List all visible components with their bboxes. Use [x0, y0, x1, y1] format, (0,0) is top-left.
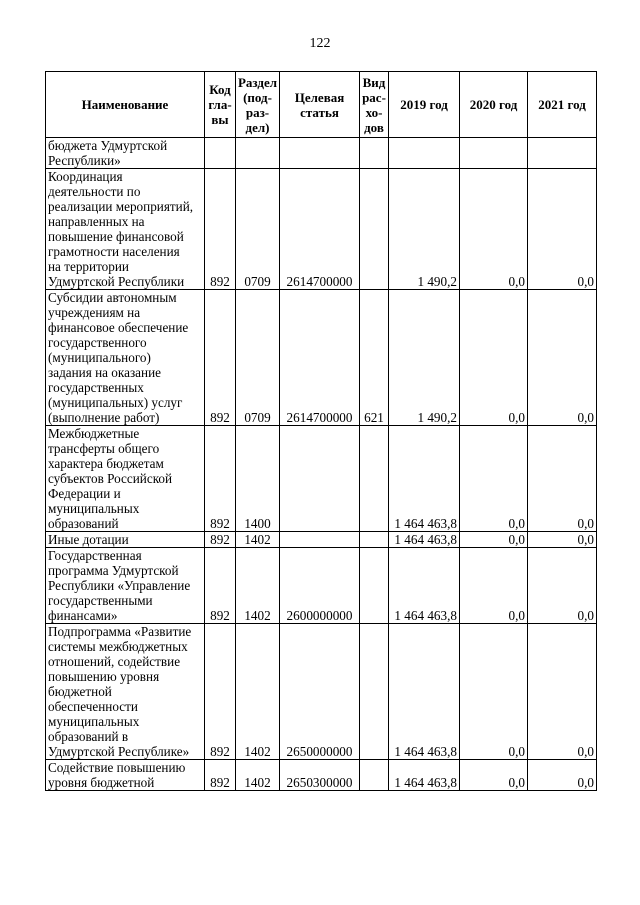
header-section-line: дел) [245, 119, 270, 135]
amount-2019-cell [389, 138, 460, 169]
name-line: государственных [48, 380, 144, 395]
amount-2020-cell [460, 138, 528, 169]
table-row [46, 548, 597, 624]
amount-2021-cell [528, 138, 597, 169]
header-expense-line: дов [364, 119, 384, 135]
name-line: образований в [48, 729, 129, 744]
header-expense-line: хо- [365, 104, 383, 120]
name-line: Координация [48, 169, 123, 184]
header-2021: 2021 год [528, 72, 597, 138]
amount-2021-cell: 0,0 [528, 624, 597, 760]
table-row [46, 290, 597, 426]
header-section-line: раз- [245, 104, 270, 120]
amount-2019-cell: 1 464 463,8 [389, 532, 460, 548]
name-line: Субсидии автономным [48, 290, 177, 305]
name-line: учреждениям на [48, 305, 141, 320]
header-section-line: (под- [243, 89, 272, 105]
name-line: трансферты общего [48, 441, 160, 456]
name-line: субъектов Российской [48, 471, 173, 486]
name-line: Удмуртской Республике» [48, 744, 190, 759]
target-cell: 2650000000 [280, 624, 360, 760]
section-cell: 0709 [236, 290, 280, 426]
amount-2021-cell: 0,0 [528, 169, 597, 290]
amount-2020-cell: 0,0 [460, 426, 528, 532]
name-line: задания на оказание [48, 365, 161, 380]
name-line: Иные дотации [48, 532, 129, 547]
expense-type-cell [360, 760, 389, 791]
amount-2019-cell: 1 490,2 [389, 169, 460, 290]
target-cell [280, 426, 360, 532]
section-cell: 0709 [236, 169, 280, 290]
amount-2021-cell: 0,0 [528, 426, 597, 532]
name-line: программа Удмуртской [48, 563, 179, 578]
header-code-line: Код [209, 82, 231, 97]
name-line: финансами» [48, 608, 118, 623]
amount-2021-cell: 0,0 [528, 532, 597, 548]
code-cell [205, 138, 236, 169]
section-cell [236, 138, 280, 169]
table-body [46, 138, 597, 791]
target-cell: 2600000000 [280, 548, 360, 624]
target-cell: 2650300000 [280, 760, 360, 791]
header-2019: 2019 год [389, 72, 460, 138]
name-line: системы межбюджетных [48, 639, 188, 654]
header-section-line: Раздел [237, 74, 278, 90]
table-row [46, 624, 597, 760]
name-line: характера бюджетам [48, 456, 164, 471]
name-cell [46, 169, 205, 290]
name-line: государственными [48, 593, 153, 608]
amount-2019-cell: 1 464 463,8 [389, 760, 460, 791]
code-cell: 892 [205, 532, 236, 548]
code-cell: 892 [205, 624, 236, 760]
name-line: деятельности по [48, 184, 141, 199]
name-line: муниципальных [48, 501, 140, 516]
amount-2021-cell: 0,0 [528, 548, 597, 624]
table-row [46, 760, 597, 791]
page-number: 122 [309, 36, 331, 51]
header-name: Наименование [46, 72, 205, 138]
name-line: муниципальных [48, 714, 140, 729]
header-target-line: статья [300, 104, 339, 120]
name-line: Федерации и [48, 486, 121, 501]
expense-type-cell [360, 548, 389, 624]
name-cell [46, 138, 205, 169]
expense-type-cell [360, 138, 389, 169]
name-line: государственного [48, 335, 147, 350]
name-line: Республики» [48, 153, 121, 168]
expense-type-cell [360, 624, 389, 760]
name-line: обеспеченности [48, 699, 138, 714]
amount-2021-cell: 0,0 [528, 760, 597, 791]
table-row [46, 138, 597, 169]
target-cell [280, 532, 360, 548]
name-line: (выполнение работ) [48, 410, 160, 425]
table-row [46, 532, 597, 548]
header-expense-line: Вид [362, 74, 386, 90]
name-cell [46, 760, 205, 791]
name-cell [46, 532, 205, 548]
header-code-line: гла- [208, 97, 232, 112]
name-line: реализации мероприятий, [48, 199, 194, 214]
amount-2021-cell: 0,0 [528, 290, 597, 426]
amount-2020-cell: 0,0 [460, 760, 528, 791]
name-line: повышение финансовой [48, 229, 184, 244]
section-cell: 1402 [236, 532, 280, 548]
amount-2019-cell: 1 490,2 [389, 290, 460, 426]
name-line: Государственная [48, 548, 142, 563]
name-line: Содействие повышению [48, 760, 186, 775]
code-cell: 892 [205, 548, 236, 624]
code-cell: 892 [205, 169, 236, 290]
name-cell [46, 624, 205, 760]
table-row [46, 169, 597, 290]
target-cell [280, 138, 360, 169]
amount-2020-cell: 0,0 [460, 290, 528, 426]
section-cell: 1402 [236, 760, 280, 791]
section-cell: 1400 [236, 426, 280, 532]
expense-type-cell: 621 [360, 290, 389, 426]
name-line: бюджета Удмуртской [48, 138, 168, 153]
code-cell: 892 [205, 760, 236, 791]
name-cell [46, 290, 205, 426]
amount-2019-cell: 1 464 463,8 [389, 548, 460, 624]
name-line: направленных на [48, 214, 145, 229]
target-cell: 2614700000 [280, 290, 360, 426]
name-line: бюджетной [48, 684, 112, 699]
header-target-line: Целевая [294, 89, 345, 105]
name-cell [46, 548, 205, 624]
name-line: (муниципального) [48, 350, 151, 365]
code-cell: 892 [205, 426, 236, 532]
expense-type-cell [360, 169, 389, 290]
amount-2019-cell: 1 464 463,8 [389, 624, 460, 760]
name-line: уровня бюджетной [48, 775, 155, 790]
name-line: на территории [48, 259, 129, 274]
name-line: финансовое обеспечение [48, 320, 189, 335]
expense-type-cell [360, 532, 389, 548]
name-line: (муниципальных) услуг [48, 395, 183, 410]
name-line: образований [48, 516, 119, 531]
amount-2019-cell: 1 464 463,8 [389, 426, 460, 532]
budget-table [45, 71, 597, 791]
name-line: отношений, содействие [48, 654, 181, 669]
name-cell [46, 426, 205, 532]
header-section [236, 72, 280, 138]
header-code-line: вы [211, 112, 229, 127]
header-code [205, 72, 236, 138]
section-cell: 1402 [236, 624, 280, 760]
name-line: грамотности населения [48, 244, 180, 259]
name-line: Республики «Управление [48, 578, 191, 593]
header-2020: 2020 год [460, 72, 528, 138]
code-cell: 892 [205, 290, 236, 426]
table-header-row [46, 72, 597, 138]
amount-2020-cell: 0,0 [460, 532, 528, 548]
amount-2020-cell: 0,0 [460, 169, 528, 290]
target-cell: 2614700000 [280, 169, 360, 290]
name-line: Межбюджетные [48, 426, 140, 441]
name-line: Подпрограмма «Развитие [48, 624, 192, 639]
header-expense-type [360, 72, 389, 138]
amount-2020-cell: 0,0 [460, 624, 528, 760]
expense-type-cell [360, 426, 389, 532]
name-line: повышению уровня [48, 669, 160, 684]
name-line: Удмуртской Республики [48, 274, 185, 289]
amount-2020-cell: 0,0 [460, 548, 528, 624]
table-row [46, 426, 597, 532]
header-target [280, 72, 360, 138]
section-cell: 1402 [236, 548, 280, 624]
header-expense-line: рас- [362, 89, 386, 105]
